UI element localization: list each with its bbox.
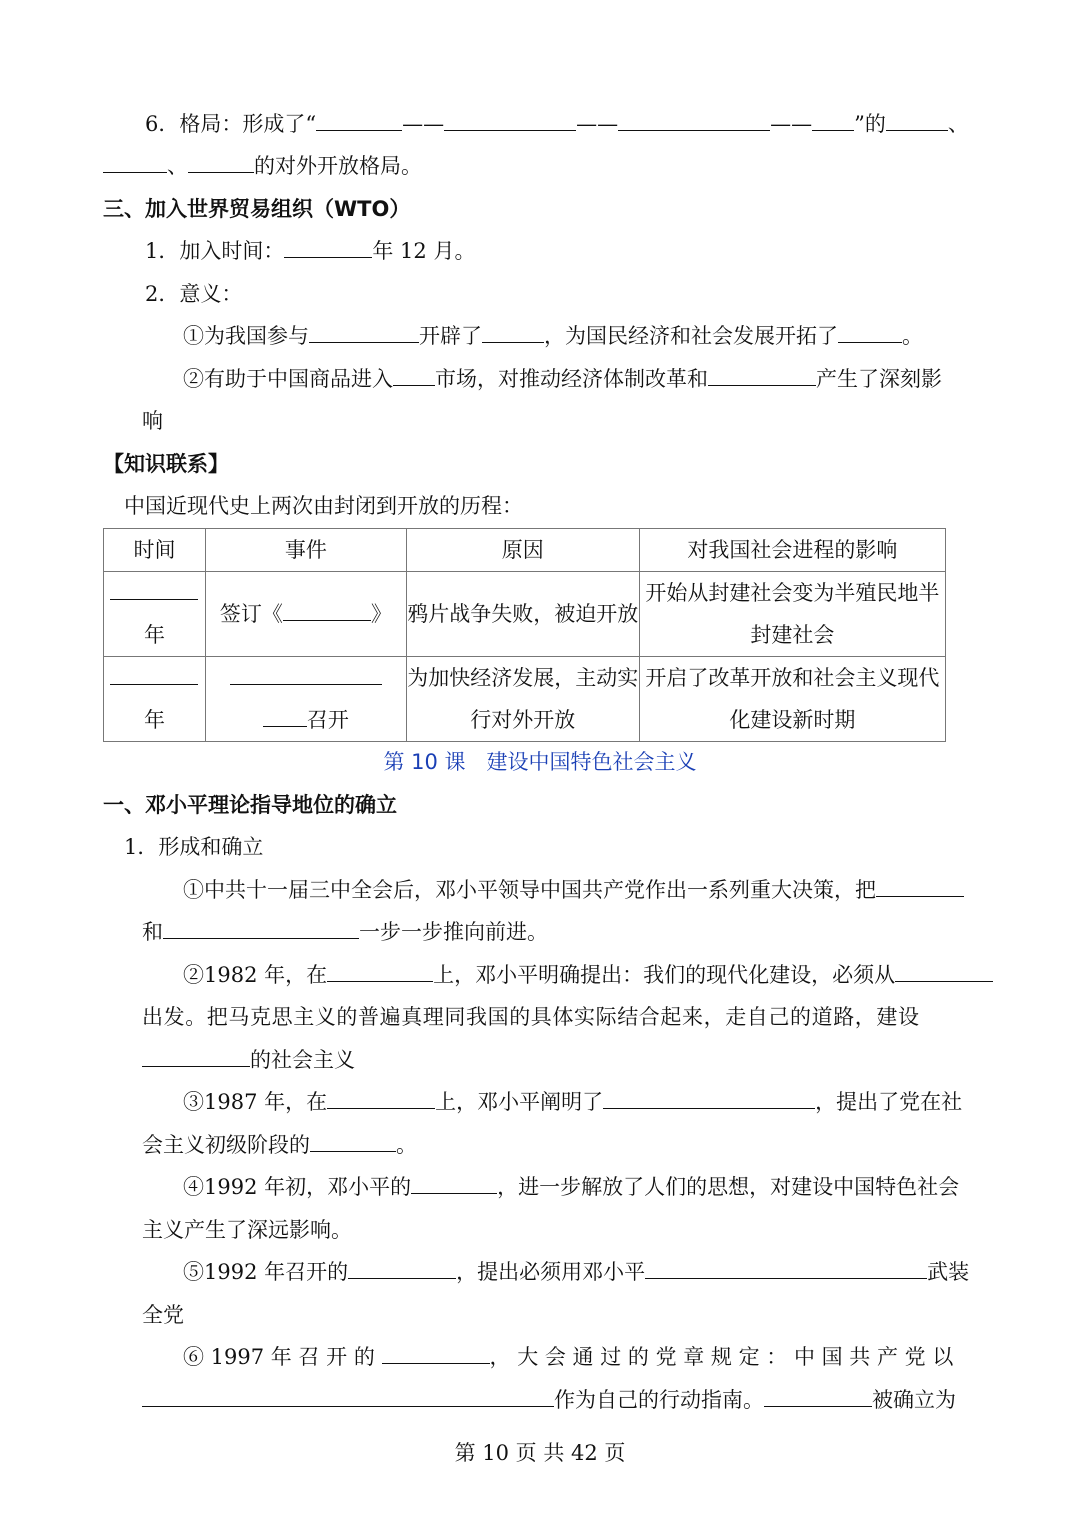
s6-line1 <box>183 1342 953 1372</box>
text: ，进一步解放了人们的思想，对建设中国特色社会 <box>497 1175 960 1199</box>
text: ⑥ 1997 年 召 开 的 <box>183 1345 375 1369</box>
text: ，提出了党在社 <box>815 1090 963 1114</box>
text: 开辟了 <box>419 324 482 348</box>
text: 封建社会 <box>750 623 835 647</box>
th-event: 事件 <box>205 529 406 572</box>
lesson-title: 第 10 课 建设中国特色社会主义 <box>383 750 697 774</box>
blank[interactable] <box>895 961 993 982</box>
blank[interactable] <box>263 706 307 727</box>
text: ⑤1992 年召开的 <box>183 1260 349 1284</box>
blank[interactable] <box>393 365 435 386</box>
row1-time <box>104 572 206 657</box>
text: 上，邓小平阐明了 <box>435 1090 604 1114</box>
s2-line3 <box>142 1045 355 1075</box>
item6-text-a: 6．格局：形成了“ <box>145 112 317 136</box>
dash: —— <box>770 112 813 136</box>
blank[interactable] <box>645 1258 927 1279</box>
s5-line1 <box>183 1257 969 1287</box>
row1-reason: 鸦片战争失败，被迫开放 <box>406 572 639 657</box>
text: ①中共十一届三中全会后，邓小平领导中国共产党作出一系列重大决策，把 <box>183 878 876 902</box>
page-footer: 第 10 页 共 42 页 <box>454 1441 626 1465</box>
text: ， 大 会 通 过 的 党 章 规 定 ： 中 国 共 产 党 以 <box>489 1345 954 1369</box>
text: ，为国民经济和社会发展开拓了 <box>544 324 838 348</box>
s3-line2 <box>142 1130 417 1160</box>
blank[interactable] <box>876 876 964 897</box>
blank[interactable] <box>142 1046 250 1067</box>
text: ①为我国参与 <box>183 324 309 348</box>
blank[interactable] <box>163 918 359 939</box>
text: 召开 <box>306 708 349 732</box>
text: 签订《 <box>219 602 283 626</box>
blank[interactable] <box>482 322 544 343</box>
text: 市场，对推动经济体制改革和 <box>435 367 708 391</box>
lesson-item1: 1．形成和确立 <box>124 835 264 859</box>
history-table <box>103 528 946 742</box>
text: 为加快经济发展，主动实 <box>407 666 639 690</box>
item6-text-b: ”的 <box>854 112 886 136</box>
dash: —— <box>402 112 445 136</box>
knowledge-heading: 【知识联系】 <box>103 452 229 476</box>
text: 和 <box>142 920 163 944</box>
blank[interactable] <box>327 1088 435 1109</box>
item6-line1 <box>145 109 969 139</box>
blank[interactable] <box>230 664 382 685</box>
text: 产生了深刻影 <box>816 367 942 391</box>
s2-line1 <box>183 960 993 990</box>
text: 。 <box>902 324 923 348</box>
dash: —— <box>576 112 619 136</box>
th-reason: 原因 <box>406 529 639 572</box>
row1-impact <box>639 572 945 657</box>
text: ②有助于中国商品进入 <box>183 367 393 391</box>
blank[interactable] <box>142 1386 554 1407</box>
blank[interactable] <box>886 110 948 131</box>
blank[interactable] <box>103 152 167 173</box>
blank[interactable] <box>444 110 576 131</box>
blank[interactable] <box>603 1088 815 1109</box>
blank[interactable] <box>838 322 902 343</box>
row1-event <box>205 572 406 657</box>
blank[interactable] <box>110 579 198 600</box>
row2-event <box>205 657 406 742</box>
blank[interactable] <box>812 110 854 131</box>
blank[interactable] <box>411 1173 497 1194</box>
row2-reason <box>406 657 639 742</box>
blank[interactable] <box>708 365 816 386</box>
text: 一步一步推向前进。 <box>359 920 548 944</box>
wto-p2 <box>183 364 942 394</box>
blank[interactable] <box>310 1131 396 1152</box>
comma: 、 <box>947 112 969 136</box>
item6-line2 <box>103 151 422 181</box>
s5-line2: 全党 <box>142 1303 184 1327</box>
wto-item1-tail: 年 12 月。 <box>372 239 476 263</box>
blank[interactable] <box>348 1258 456 1279</box>
blank[interactable] <box>188 152 254 173</box>
time-unit: 年 <box>143 623 165 647</box>
blank[interactable] <box>309 322 419 343</box>
wto-item1 <box>145 236 475 266</box>
text: 武装 <box>927 1260 970 1284</box>
text: 上，邓小平明确提出：我们的现代化建设，必须从 <box>433 963 896 987</box>
row2-time <box>104 657 206 742</box>
s4-line2: 主义产生了深远影响。 <box>142 1218 352 1242</box>
s3-line1 <box>183 1087 962 1117</box>
lesson-heading: 一、邓小平理论指导地位的确立 <box>103 793 397 817</box>
item6-text-c: 的对外开放格局。 <box>254 154 422 178</box>
time-unit: 年 <box>143 708 165 732</box>
text: ，提出必须用邓小平 <box>456 1260 646 1284</box>
blank[interactable] <box>327 961 433 982</box>
text: 开始从封建社会变为半殖民地半 <box>645 581 940 605</box>
blank[interactable] <box>618 110 770 131</box>
s4-line1 <box>183 1172 959 1202</box>
text: ③1987 年，在 <box>183 1090 328 1114</box>
th-time: 时间 <box>104 529 206 572</box>
text: 作为自己的行动指南。 <box>554 1388 764 1412</box>
text: 会主义初级阶段的 <box>142 1133 310 1157</box>
wto-p1 <box>183 321 923 351</box>
wto-p2-cont: 响 <box>142 409 163 433</box>
row2-impact <box>639 657 945 742</box>
text: ②1982 年，在 <box>183 963 328 987</box>
text: 被确立为 <box>872 1388 956 1412</box>
text: ④1992 年初，邓小平的 <box>183 1175 412 1199</box>
blank[interactable] <box>284 237 372 258</box>
blank[interactable] <box>764 1386 872 1407</box>
text: 化建设新时期 <box>729 708 856 732</box>
text: 。 <box>396 1133 417 1157</box>
blank[interactable] <box>283 600 371 621</box>
s2-line2: 出发。把马克思主义的普遍真理同我国的具体实际结合起来，走自己的道路，建设 <box>142 1005 920 1029</box>
th-impact: 对我国社会进程的影响 <box>639 529 945 572</box>
text: 行对外开放 <box>470 708 576 732</box>
text: 开启了改革开放和社会主义现代 <box>645 666 940 690</box>
blank[interactable] <box>110 664 198 685</box>
blank[interactable] <box>382 1343 490 1364</box>
wto-heading: 三、加入世界贸易组织（WTO） <box>103 197 411 221</box>
comma: 、 <box>167 154 188 178</box>
text: 》 <box>370 602 392 626</box>
wto-item1-label: 1．加入时间： <box>145 239 285 263</box>
text: 的社会主义 <box>250 1048 355 1072</box>
wto-item2: 2．意义： <box>145 282 243 306</box>
s1-line2 <box>142 917 548 947</box>
knowledge-intro: 中国近现代史上两次由封闭到开放的历程： <box>124 494 523 518</box>
s6-line2 <box>142 1385 956 1415</box>
s1-line1 <box>183 875 964 905</box>
blank[interactable] <box>316 110 402 131</box>
